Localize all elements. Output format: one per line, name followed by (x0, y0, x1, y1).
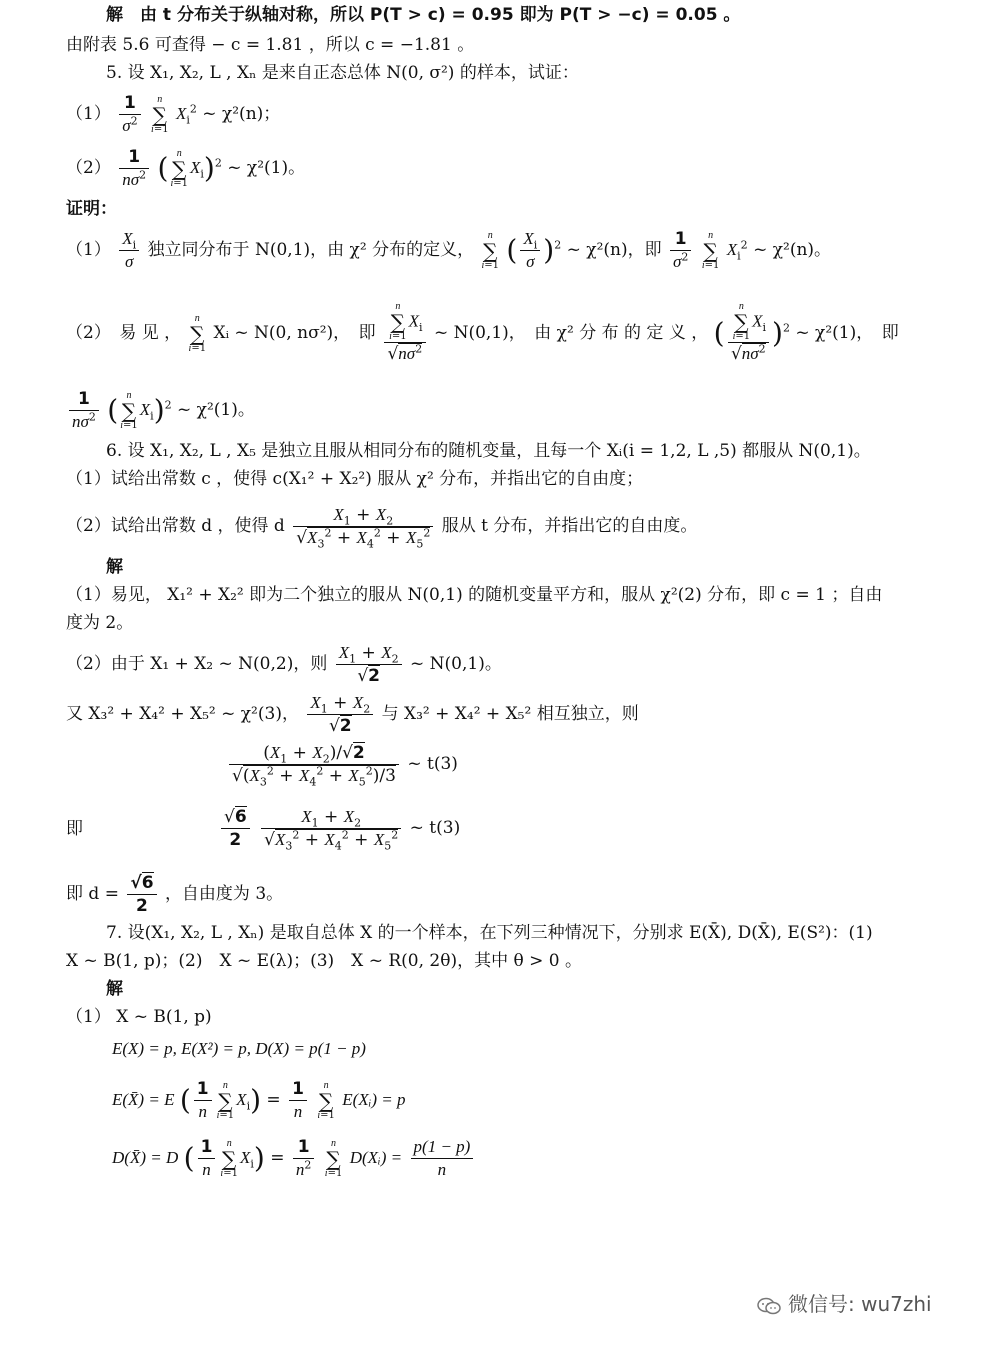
line-text: ~ N(0,1)。 (410, 654, 502, 674)
problem-6-part-2 (66, 504, 952, 549)
problem-5-part-1: （1） $\frac{1}{\sigma^2}$ n ∑ i=1 $X_i^2$ ~ χ²(n)； (66, 93, 281, 135)
line-text: E(Xᵢ) = p (342, 1090, 406, 1109)
fraction: $\frac{X_i}{\sigma}$ (520, 228, 540, 273)
line-text: ~ χ²(1)， 即 (795, 323, 899, 343)
problem-6-part-1 (66, 466, 952, 492)
line-text: （2）由于 X₁ + X₂ ~ N(0,2)，则 (66, 654, 328, 674)
line-text: ~ χ²(n)。 (753, 240, 832, 260)
fraction: $\frac{1}{\sigma^2}$ (670, 228, 691, 273)
sum-symbol: n ∑ i=1 (170, 147, 188, 189)
label: （1） (66, 240, 111, 260)
text-line (106, 2, 952, 28)
line-text: （1） X ~ B(1, p) (66, 1007, 212, 1027)
line-text: D(X̄) = D (112, 1148, 179, 1167)
fraction: $\frac{1}{n}$ (198, 1136, 216, 1181)
equation-t3-alt (218, 806, 952, 851)
line-text: （1）试给出常数 c ，使得 c(X₁² + X₂²) 服从 χ² 分布，并指出它的自由度； (66, 469, 644, 489)
solution-7-case-1 (66, 1004, 952, 1030)
fraction: $\frac{1}{n}$ (289, 1078, 307, 1123)
line-text: D(Xᵢ) = (349, 1148, 403, 1167)
line-text: 由附表 5.6 可查得 − c = 1.81 ，所以 c = −1.81 。 (66, 35, 475, 55)
solution-conclusion (66, 872, 952, 917)
watermark-text: 微信号: wu7zhi (788, 1292, 932, 1316)
sum-symbol: n ∑ i=1 (151, 93, 169, 135)
line-text: ，自由度为 3。 (164, 884, 284, 904)
solution-part-2 (66, 642, 952, 687)
sum-symbol: n ∑ i=1 (188, 312, 207, 354)
label: （2） 易 见 ， (66, 323, 182, 343)
equation-mean: E(X̄) = E ( $\frac{1}{n}$ n ∑ $i=1X_i$) = $\frac{1}{n}$ n ∑ i=1 E(Xᵢ) = p (112, 1079, 406, 1121)
line-text: 即 (66, 819, 83, 839)
line-text: Xᵢ ~ N(0, nσ²)， 即 (213, 323, 376, 343)
fraction: $\frac{X_1 + X_2}{√X_3^2 + X_4^2 + X_5^2}$ (261, 806, 401, 851)
line-text: 5. 设 X₁, X₂, L , Xₙ 是来自正态总体 N(0, σ²) 的样本，试证： (106, 63, 579, 83)
sum-symbol: n ∑ i=1 (120, 389, 138, 431)
fraction: n ∑ $i=1X_i$ $√n\sigma^2$ (384, 302, 425, 365)
watermark (756, 1288, 932, 1317)
fraction: $\frac{√6}{2}$ (221, 806, 250, 851)
fraction: $\frac{X_i}{\sigma}$ (119, 228, 139, 273)
line-text: 独立同分布于 N(0,1)，由 χ² 分布的定义， (147, 240, 475, 260)
fraction: $\frac{1}{n^2}$ (293, 1136, 315, 1181)
sum-symbol: n ∑ i=1 (701, 229, 720, 271)
problem-5 (106, 60, 952, 86)
line-text: ~ N(0,1)， 由 χ² 分 布 的 定 义 ， (433, 323, 709, 343)
line-text: 度为 2。 (66, 613, 134, 633)
line-text: E(X) = p, E(X²) = p, D(X) = p(1 − p) (112, 1039, 366, 1058)
line-text: p(1 − p) (413, 1137, 471, 1156)
proof-heading (66, 196, 952, 222)
equation-moments (112, 1036, 952, 1062)
solution-part-1 (66, 582, 952, 608)
line-text: E(X̄) = E (112, 1090, 175, 1109)
fraction: $\frac{X_1 + X_2}{√2}$ (336, 642, 402, 687)
line-text: 与 X₃² + X₄² + X₅² 相互独立，则 (381, 704, 639, 724)
line-text: 7. 设(X₁, X₂, L , Xₙ) 是取自总体 X 的一个样本，在下列三种情况下，分别求 E(X̄), D(X̄), E(S²)：(1) (106, 923, 873, 943)
fraction: $\frac{X_1 + X_2}{√X_3^2 + X_4^2 + X_5^2}$ (293, 504, 433, 549)
solution-part-2-cont (66, 692, 952, 737)
line-text: X ~ B(1, p)；(2) X ~ E(λ)；(3) X ~ R(0, 2θ)，其中 θ > 0 。 (66, 951, 582, 971)
fraction: $\frac{1}{n\sigma^2}$ (69, 388, 99, 433)
proof-part-1: （1） $\frac{X_i}{\sigma}$ 独立同分布于 N(0,1)，由 χ² 分布的定义， n ∑ i=1 ( $\frac{X_i}{\sigma}$ )$^2$ ~ χ²(n)，即 $\frac{1}{\sigma^2}$ n ∑ i=1 $X_i^2$ ~ χ²(n)。 (66, 229, 832, 271)
line-text: 又 X₃² + X₄² + X₅² ~ χ²(3)， (66, 704, 299, 724)
fraction: $\frac{√6}{2}$ (127, 872, 156, 917)
heading: 解 (106, 557, 123, 577)
sum-symbol: n ∑ i=1 (324, 1137, 343, 1179)
fraction: $\frac{1}{n}$ (194, 1078, 212, 1123)
problem-6 (106, 438, 952, 464)
problem-5-part-2: （2） $\frac{1}{n\sigma^2}$ ( n ∑ $i=1X_i)^2$ ~ χ²(1)。 (66, 147, 306, 189)
solution-part-1-cont (66, 610, 952, 636)
heading: 证明： (66, 199, 117, 219)
label: （1） (66, 104, 111, 124)
line-text: ~ χ²(1)。 (227, 158, 306, 178)
label: （2） (66, 158, 111, 178)
sum-symbol: n ∑ i=1 (481, 229, 500, 271)
line-text: （1）易见， X₁² + X₂² 即为二个独立的服从 N(0,1) 的随机变量平方和，服从 χ²(2) 分布，即 c = 1 ；自由 (66, 585, 883, 605)
line-text: 解 由 t 分布关于纵轴对称，所以 P(T > c) = 0.95 即为 P(T > −c) = 0.05 。 (106, 5, 741, 25)
fraction: $\frac{(X_1 + X_2)/√2}{√(X_3^2 + X_4^2 + X_5^2)/3}$ (229, 742, 399, 787)
equation-variance: D(X̄) = D ( $\frac{1}{n}$ n ∑ $i=1X_i$) = $\frac{1}{n^2}$ n ∑ i=1 D(Xᵢ) = $\frac{p(1 - p)}{n}$ (112, 1136, 952, 1181)
line-text: （2）试给出常数 d ，使得 d (66, 516, 285, 536)
proof-part-2: （2） 易 见 ， n ∑ i=1 Xᵢ ~ N(0, nσ²)， 即 n ∑ $i=1X_i$ $√n\sigma^2$ ~ N(0,1)， 由 χ² 分 布 的 定 义 ， ( n ∑ $i=1X_i$ $√n\sigma^2$ )$^2$ ~ χ²(1)， 即 (66, 301, 899, 364)
line-text: ~ χ²(n)，即 (566, 240, 662, 260)
proof-part-2-cont: $\frac{1}{n\sigma^2}$ ( n ∑ $i=1X_i)^2$ ~ χ²(1)。 (66, 388, 952, 433)
line-text: 即 d = (66, 884, 119, 904)
fraction: $\frac{X_1 + X_2}{√2}$ (307, 692, 373, 737)
line-text: ~ χ²(1)。 (177, 400, 255, 420)
fraction: $\frac{p(1 - p)}{n}$ (411, 1136, 474, 1181)
line-text: 服从 t 分布，并指出它的自由度。 (441, 516, 698, 536)
wechat-icon (756, 1296, 782, 1316)
equation-t3 (226, 742, 952, 787)
fraction: n ∑ $i=1X_i$ $√n\sigma^2$ (728, 302, 769, 365)
line-text: ~ t(3) (407, 754, 458, 774)
heading: 解 (106, 979, 123, 999)
fraction: $\frac{1}{\sigma^2}$ (119, 92, 140, 137)
solution-7-heading (106, 976, 952, 1002)
text-line (66, 32, 952, 58)
problem-7-cont (66, 948, 952, 974)
solution-heading (106, 554, 952, 580)
sum-symbol: n ∑ i=1 (216, 1079, 235, 1121)
fraction: $\frac{1}{n\sigma^2}$ (119, 146, 149, 191)
line-text: ~ χ²(n)； (202, 104, 281, 124)
line-text: 6. 设 X₁, X₂, L , X₅ 是独立且服从相同分布的随机变量，且每一个 Xᵢ(i = 1,2, L ,5) 都服从 N(0,1)。 (106, 441, 871, 461)
sum-symbol: n ∑ i=1 (317, 1079, 335, 1121)
sum-symbol: n ∑ i=1 (220, 1137, 238, 1179)
line-text: ~ t(3) (409, 818, 461, 838)
problem-7 (106, 920, 952, 946)
